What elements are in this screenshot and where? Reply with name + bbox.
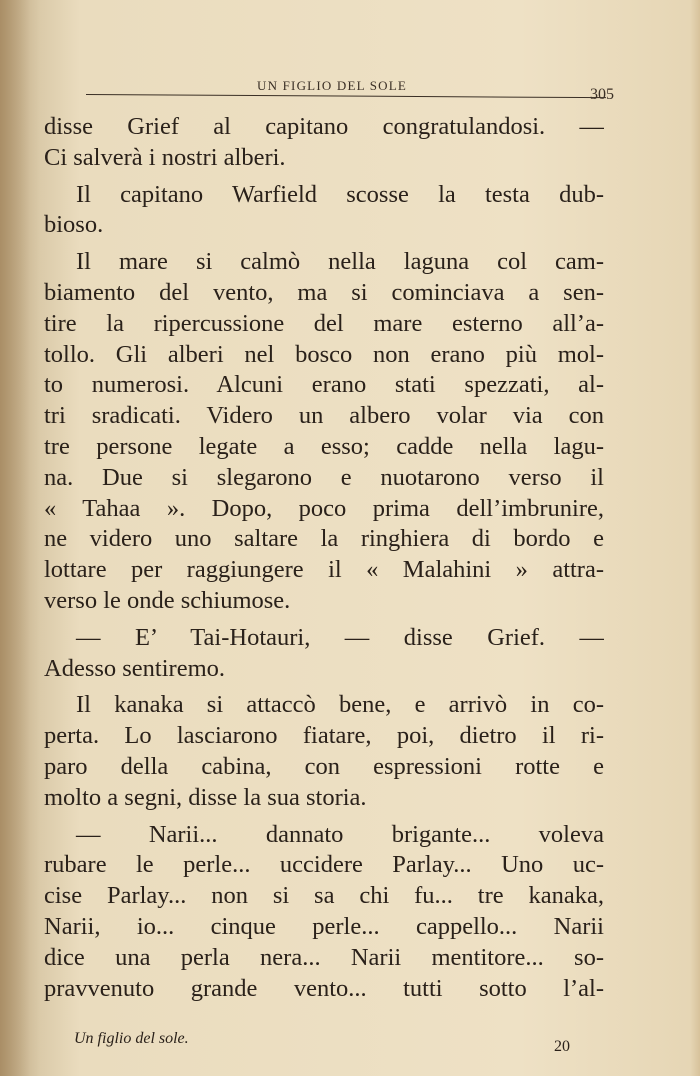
text-line: ne videro uno saltare la ringhiera di bordo e xyxy=(44,525,604,553)
text-line: Ci salverà i nostri alberi. xyxy=(44,143,286,171)
text-line: to numerosi. Alcuni erano stati spezzati, al- xyxy=(44,371,604,399)
signature-number: 20 xyxy=(554,1038,570,1055)
text-line: dice una perla nera... Narii mentitore... so- xyxy=(44,943,604,971)
text-line: na. Due si slegarono e nuotarono verso il xyxy=(44,463,604,491)
text-line: perta. Lo lasciarono fiatare, poi, dietro il ri- xyxy=(44,722,604,750)
text-line: disse Grief al capitano congratulandosi. — xyxy=(44,113,604,140)
text-line: biamento del vento, ma si cominciava a sen- xyxy=(44,278,604,306)
text-line: paro della cabina, con espressioni rotte e xyxy=(44,752,604,780)
text-line: tollo. Gli alberi nel bosco non erano più mol- xyxy=(44,340,604,368)
page-footer xyxy=(74,1030,574,1056)
text-line: Il kanaka si attaccò bene, e arrivò in co- xyxy=(76,691,604,719)
body-text xyxy=(44,112,604,1032)
text-line: lottare per raggiungere il « Malahini » attra- xyxy=(44,556,604,584)
text-line: tire la ripercussione del mare esterno all’a- xyxy=(44,309,604,337)
text-line: verso le onde schiumose. xyxy=(44,586,291,614)
text-line: rubare le perle... uccidere Parlay... Uno uc- xyxy=(44,851,604,879)
text-line: molto a segni, disse la sua storia. xyxy=(44,783,367,811)
text-line: tre persone legate a esso; cadde nella lagu- xyxy=(44,432,604,460)
text-line: Il mare si calmò nella laguna col cam- xyxy=(76,248,604,276)
text-line: « Tahaa ». Dopo, poco prima dell’imbrunire, xyxy=(44,494,604,522)
text-line: tri sradicati. Videro un albero volar via con xyxy=(44,402,604,430)
text-line: pravvenuto grande vento... tutti sotto l’al- xyxy=(44,974,604,1002)
page-number: 305 xyxy=(590,86,614,103)
page-edge-shading xyxy=(0,0,40,1076)
running-title: UN FIGLIO DEL SOLE xyxy=(257,78,408,93)
text-line: Narii, io... cinque perle... cappello... Narii xyxy=(44,912,604,940)
text-line: Adesso sentiremo. xyxy=(44,654,225,682)
text-line: — E’ Tai-Hotauri, — disse Grief. — xyxy=(76,623,604,651)
text-line: bioso. xyxy=(44,211,104,239)
signature-mark: Un figlio del sole. xyxy=(74,1030,189,1047)
text-line: Il capitano Warfield scosse la testa dub- xyxy=(76,180,604,208)
text-line: — Narii... dannato brigante... voleva xyxy=(76,820,604,848)
text-line: cise Parlay... non si sa chi fu... tre kanaka, xyxy=(44,882,604,910)
